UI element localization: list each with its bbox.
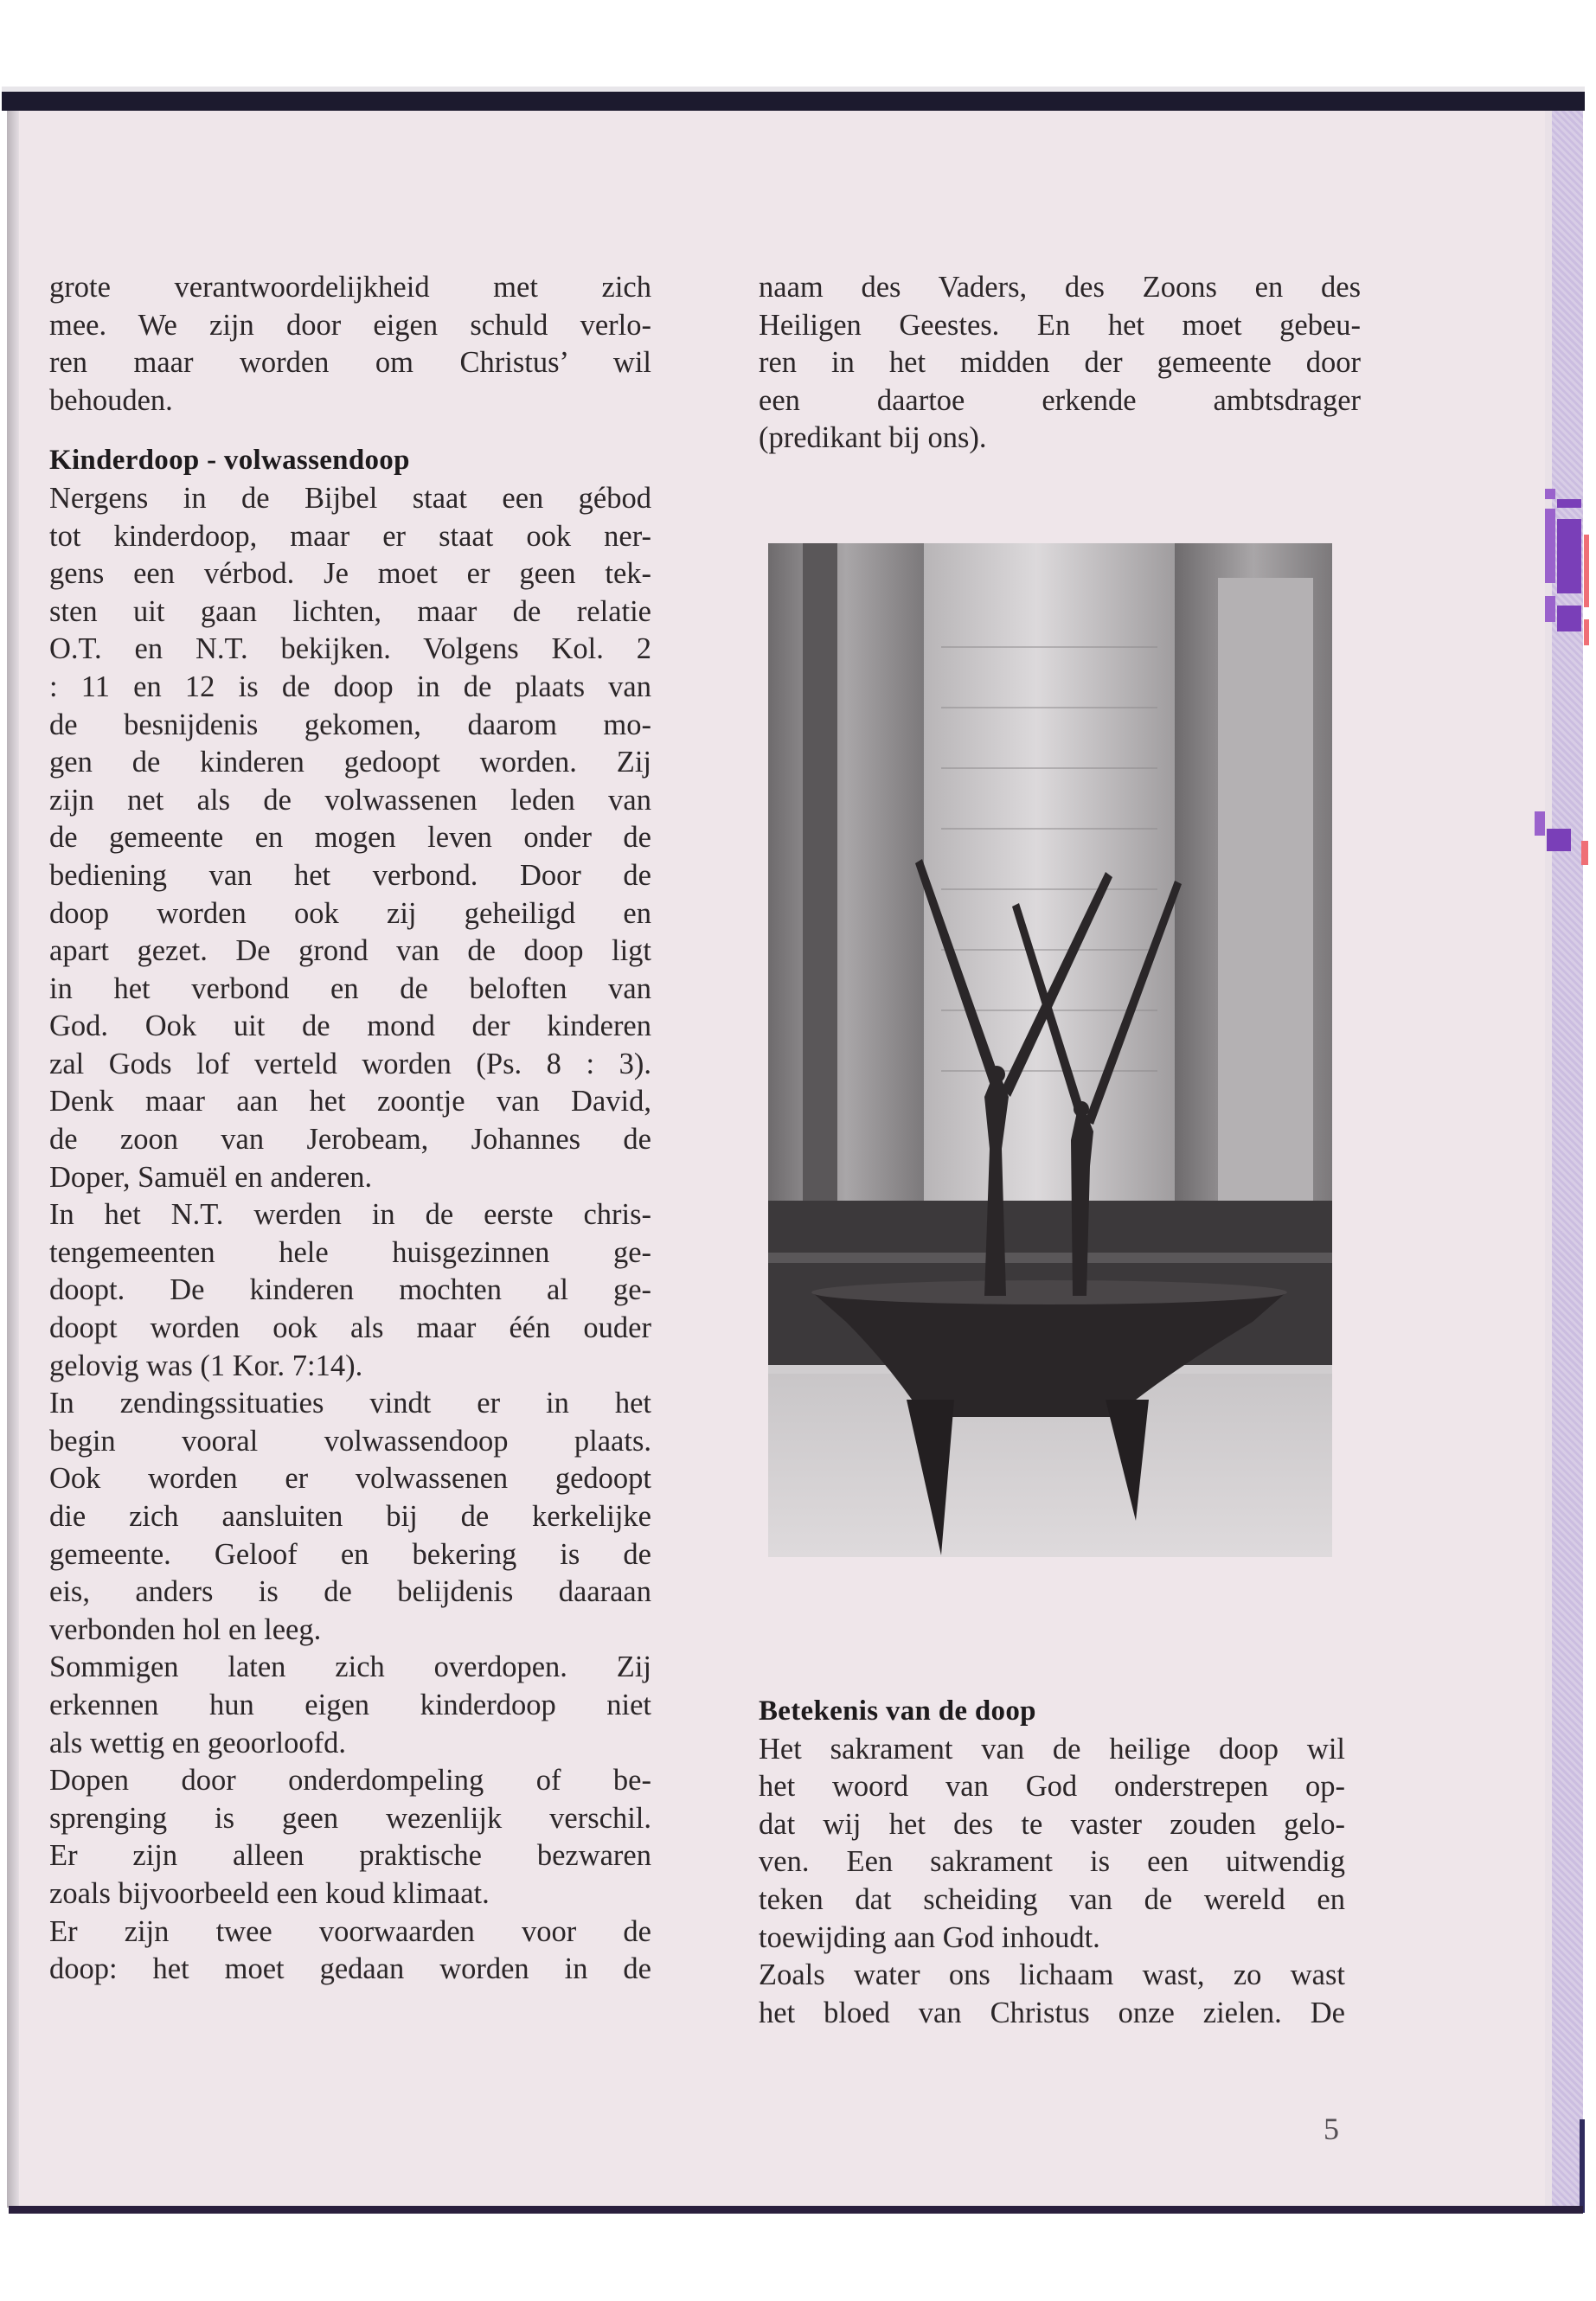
text-line: erkennen hun eigen kinderdoop niet [49, 1688, 651, 1721]
paragraph [759, 1731, 1345, 1958]
text-line: de zoon van Jerobeam, Johannes de [49, 1123, 651, 1157]
text-line: in het verbond en de beloften van [49, 971, 651, 1005]
text-line: dat wij het des te vaster zouden gelo- [759, 1807, 1345, 1841]
text-line: het woord van God onderstrepen op- [759, 1770, 1345, 1804]
text-line: eis, anders is de belijdenis daaraan [49, 1575, 651, 1609]
text-line: Er zijn twee voorwaarden voor de [49, 1914, 651, 1948]
paragraph [49, 1196, 651, 1385]
text-line: O.T. en N.T. bekijken. Volgens Kol. 2 [49, 632, 651, 666]
text-line: Zoals water ons lichaam wast, zo wast [759, 1958, 1345, 1992]
text-line: Dopen door onderdompeling of be- [49, 1764, 651, 1798]
text-line: de besnijdenis gekomen, daarom mo- [49, 708, 651, 741]
text-line: grote verantwoordelijkheid met zich [49, 271, 651, 304]
index-tab-mark [1557, 519, 1581, 593]
text-line: als wettig en geoorloofd. [49, 1726, 346, 1759]
paragraph [49, 1385, 651, 1649]
index-tab-mark [1535, 811, 1545, 836]
index-tab-mark [1545, 509, 1555, 583]
text-line: doopt worden ook als maar één ouder [49, 1311, 651, 1345]
section-heading: Kinderdoop - volwassendoop [49, 445, 410, 477]
text-line: Heiligen Geestes. En het moet gebeu- [759, 308, 1361, 342]
index-tab-mark [1581, 841, 1588, 865]
index-tab-mark [1545, 489, 1555, 499]
right-text-column-lower [759, 1693, 1345, 2032]
text-line: begin vooral volwassendoop plaats. [49, 1424, 651, 1458]
text-line: het bloed van Christus onze zielen. De [759, 1996, 1345, 2029]
index-tab-mark [1547, 829, 1571, 851]
text-line: toewijding aan God inhoudt. [759, 1920, 1100, 1954]
continuation-paragraph [759, 269, 1361, 458]
text-line: zijn net als de volwassenen leden van [49, 783, 651, 817]
text-line: bediening van het verbond. Door de [49, 858, 651, 892]
text-line: sten uit gaan lichten, maar de relatie [49, 594, 651, 628]
text-line: sprenging is geen wezenlijk verschil. [49, 1801, 651, 1835]
photo-illustration [768, 543, 1332, 1557]
text-line: mee. We zijn door eigen schuld verlo- [49, 308, 651, 342]
text-line: gemeente. Geloof en bekering is de [49, 1537, 651, 1571]
index-tab-mark [1557, 499, 1581, 508]
page-number: 5 [1324, 2112, 1339, 2146]
text-line: Sommigen laten zich overdopen. Zij [49, 1650, 651, 1684]
text-line: doop worden ook zij geheiligd en [49, 896, 651, 930]
text-line: doopt. De kinderen mochten al ge- [49, 1273, 651, 1307]
text-line: God. Ook uit de mond der kinderen [49, 1009, 651, 1043]
index-tab-mark [1584, 619, 1589, 645]
text-line: Nergens in de Bijbel staat een gébod [49, 481, 651, 515]
text-line: In het N.T. werden in de eerste chris- [49, 1198, 651, 1232]
text-line: apart gezet. De grond van de doop ligt [49, 934, 651, 968]
paragraph [49, 1913, 651, 1989]
index-tab-mark [1545, 596, 1555, 622]
text-line: gelovig was (1 Kor. 7:14). [49, 1349, 363, 1382]
text-line: Ook worden er volwassenen gedoopt [49, 1462, 651, 1496]
text-line: tengemeenten hele huisgezinnen ge- [49, 1235, 651, 1269]
text-line: (predikant bij ons). [759, 421, 987, 455]
text-line: gen de kinderen gedoopt worden. Zij [49, 746, 651, 779]
right-text-column [759, 269, 1361, 458]
page-gutter-shadow [7, 111, 19, 2208]
text-line: de gemeente en mogen leven onder de [49, 821, 651, 855]
section-heading: Betekenis van de doop [759, 1695, 1036, 1727]
paragraph [49, 1649, 651, 1762]
text-line: zal Gods lof verteld worden (Ps. 8 : 3). [49, 1047, 651, 1080]
text-line: ven. Een sakrament is een uitwendig [759, 1845, 1345, 1879]
text-line: teken dat scheiding van de wereld en [759, 1882, 1345, 1916]
intro-paragraph [49, 269, 651, 420]
book-cover-bottom-edge [9, 2206, 1583, 2214]
text-line: tot kinderdoop, maar er staat ook ner- [49, 519, 651, 553]
text-line: ren in het midden der gemeente door [759, 346, 1361, 380]
text-line: In zendingssituaties vindt er in het [49, 1387, 651, 1420]
text-line: een daartoe erkende ambtsdrager [759, 383, 1361, 417]
baptismal-font-photo [768, 543, 1332, 1557]
left-text-column [49, 269, 651, 1989]
text-line: Doper, Samuël en anderen. [49, 1160, 373, 1194]
text-line: doop: het moet gedaan worden in de [49, 1952, 651, 1986]
book-cover-top-edge [2, 92, 1585, 111]
index-tab-mark [1584, 535, 1589, 607]
page-stack-edge [1545, 111, 1552, 2208]
paragraph [49, 480, 651, 1196]
text-line: naam des Vaders, des Zoons en des [759, 271, 1361, 304]
text-line: die zich aansluiten bij de kerkelijke [49, 1500, 651, 1533]
paragraph [759, 1957, 1345, 2032]
cover-corner [1580, 2119, 1585, 2213]
text-line: : 11 en 12 is de doop in de plaats van [49, 670, 651, 703]
index-tab-mark [1557, 606, 1581, 631]
text-line: behouden. [49, 383, 173, 417]
text-line: verbonden hol en leeg. [49, 1612, 322, 1646]
text-line: zoals bijvoorbeeld een koud klimaat. [49, 1876, 490, 1910]
paragraph [49, 1762, 651, 1913]
text-line: Er zijn alleen praktische bezwaren [49, 1839, 651, 1873]
text-line: Het sakrament van de heilige doop wil [759, 1732, 1345, 1766]
text-line: ren maar worden om Christus’ wil [49, 346, 651, 380]
text-line: Denk maar aan het zoontje van David, [49, 1085, 651, 1118]
text-line: gens een vérbod. Je moet er geen tek- [49, 557, 651, 591]
